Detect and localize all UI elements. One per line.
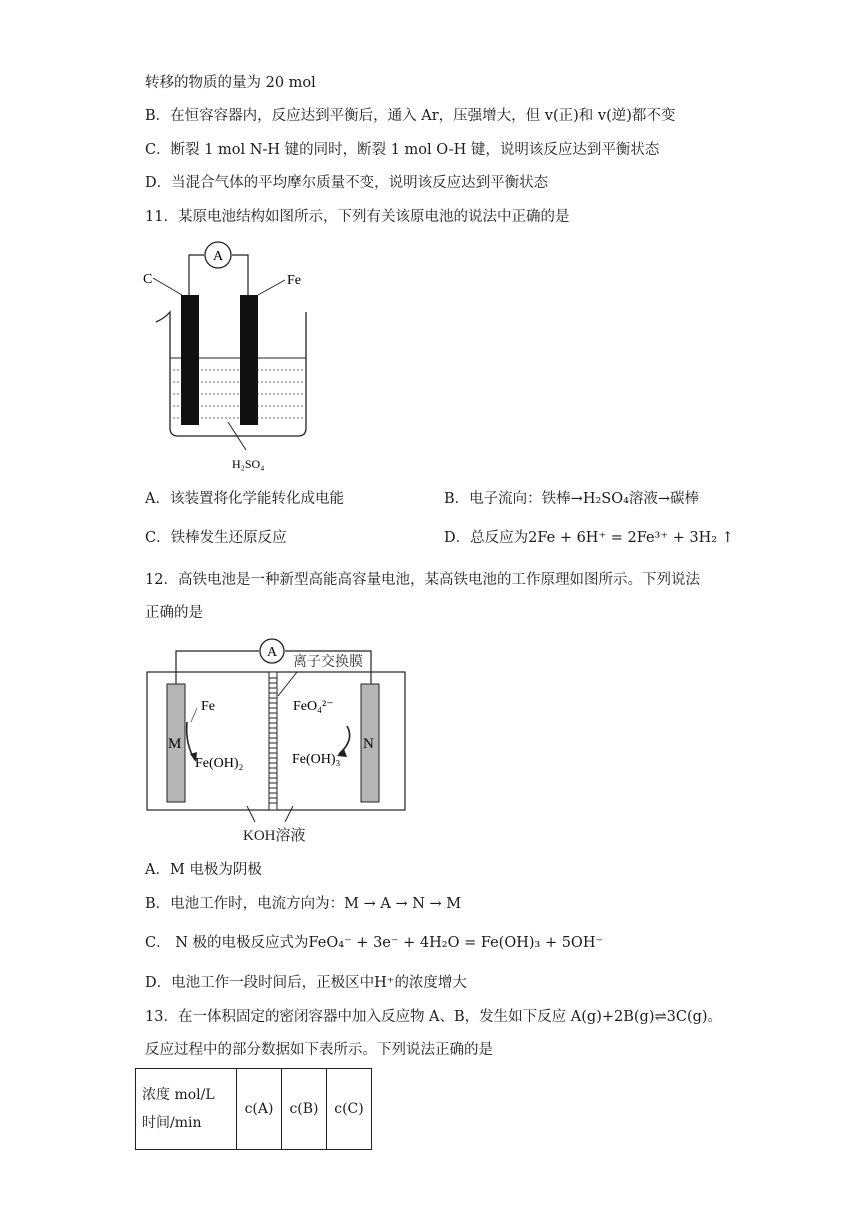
q12-high-iron-battery-figure bbox=[135, 636, 415, 851]
q11-ammeter-label: A bbox=[212, 249, 224, 264]
q11-option-a: A．该装置将化学能转化成电能 bbox=[145, 491, 344, 507]
q11-galvanic-cell-figure bbox=[140, 240, 360, 475]
q11-option-c: C．铁棒发生还原反应 bbox=[145, 530, 287, 546]
q12-right-top-species: FeO₄²⁻ bbox=[293, 699, 334, 714]
q10-option-b: B．在恒容容器内，反应达到平衡后，通入 Ar，压强增大，但 v(正)和 v(逆)都不变 bbox=[145, 108, 676, 124]
table-header-cell: 浓度 mol/L 时间/min bbox=[136, 1069, 237, 1150]
q13-stem-line1: 13．在一体积固定的密闭容器中加入反应物 A、B，发生如下反应 A(g)+2B(g)⇌3C(g)。 bbox=[145, 1009, 723, 1025]
column-header-cb: c(B) bbox=[282, 1069, 327, 1150]
q11-carbon-label: C bbox=[143, 272, 153, 287]
q11-option-b: B．电子流向：铁棒→H₂SO₄溶液→碳棒 bbox=[444, 491, 700, 507]
column-header-ca: c(A) bbox=[237, 1069, 282, 1150]
q10-option-d: D．当混合气体的平均摩尔质量不变，说明该反应达到平衡状态 bbox=[145, 175, 549, 191]
q13-data-table bbox=[135, 1068, 372, 1150]
q12-stem-line1: 12．高铁电池是一种新型高能高容量电池，某高铁电池的工作原理如图所示。下列说法 bbox=[145, 572, 700, 588]
q10-continuation: 转移的物质的量为 20 mol bbox=[145, 75, 316, 91]
q12-right-bottom-species: Fe(OH)₃ bbox=[292, 752, 341, 767]
q12-option-a: A．M 电极为阴极 bbox=[145, 862, 262, 878]
table-row bbox=[136, 1069, 372, 1150]
q13-stem-line2: 反应过程中的部分数据如下表所示。下列说法正确的是 bbox=[145, 1042, 493, 1058]
q12-option-b: B．电池工作时，电流方向为：M → A → N → M bbox=[145, 896, 462, 912]
q12-ammeter-label: A bbox=[266, 645, 278, 660]
q12-membrane-label: 离子交换膜 bbox=[293, 655, 363, 670]
q11-option-d: D．总反应为2Fe + 6H⁺ = 2Fe³⁺ + 3H₂ ↑ bbox=[444, 530, 734, 546]
q12-electrode-n-label: N bbox=[363, 736, 374, 752]
q11-electrolyte-label: H₂SO₄ bbox=[232, 457, 265, 471]
q12-option-c: C． N 极的电极反应式为FeO₄⁻ + 3e⁻ + 4H₂O = Fe(OH)₃ + 5OH⁻ bbox=[145, 935, 604, 951]
q12-left-top-species: Fe bbox=[201, 699, 215, 714]
q12-solution-label: KOH溶液 bbox=[243, 828, 306, 844]
q11-iron-electrode bbox=[240, 295, 258, 425]
q11-iron-label: Fe bbox=[287, 273, 301, 288]
column-header-cc: c(C) bbox=[327, 1069, 372, 1150]
q12-stem-line2: 正确的是 bbox=[145, 605, 203, 621]
q10-option-c: C．断裂 1 mol N-H 键的同时，断裂 1 mol O-H 键，说明该反应达到平衡状态 bbox=[145, 142, 660, 158]
q12-electrode-m-label: M bbox=[168, 736, 182, 752]
q12-option-d: D．电池工作一段时间后，正极区中H⁺的浓度增大 bbox=[145, 975, 467, 991]
q11-carbon-electrode bbox=[181, 295, 199, 425]
q12-left-bottom-species: Fe(OH)₂ bbox=[195, 756, 244, 771]
q11-stem: 11．某原电池结构如图所示，下列有关该原电池的说法中正确的是 bbox=[145, 209, 570, 225]
